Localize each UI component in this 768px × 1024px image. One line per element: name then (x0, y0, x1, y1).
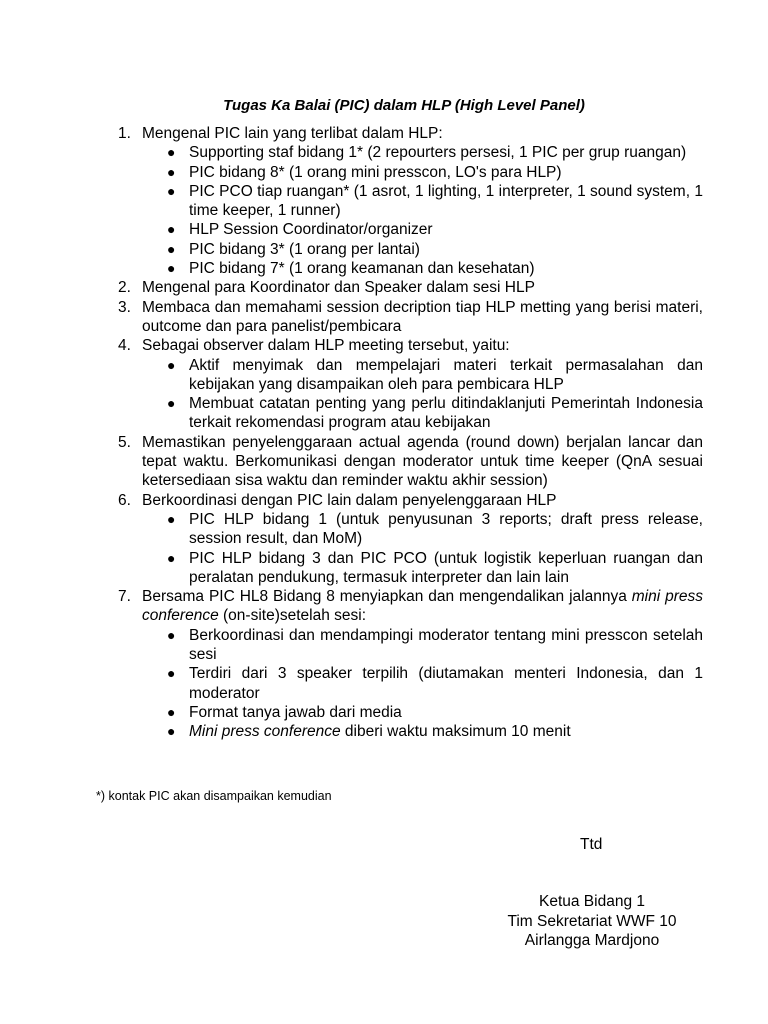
bullet-icon: ● (167, 260, 176, 277)
bullet-icon: ● (167, 549, 176, 566)
sub-item-text: HLP Session Coordinator/organizer (189, 221, 433, 239)
item-number: 3. (118, 298, 131, 316)
list-item (118, 587, 703, 741)
sub-list-item (142, 240, 703, 259)
item-text: Membaca dan memahami session decription tiap HLP metting yang berisi materi, outcome dan para panelist/pembicara (142, 298, 703, 335)
item-text: Bersama PIC HL8 Bidang 8 menyiapkan dan mengendalikan jalannya (142, 588, 632, 606)
sub-list-item (142, 182, 703, 221)
bullet-icon: ● (167, 356, 176, 373)
task-list (118, 124, 703, 742)
sub-item-text: PIC bidang 7* (1 orang keamanan dan kesehatan) (189, 260, 535, 278)
sub-list-item (142, 143, 703, 162)
item-text: Berkoordinasi dengan PIC lain dalam penyelenggaraan HLP (142, 491, 557, 509)
item-text: Mengenal para Koordinator dan Speaker dalam sesi HLP (142, 279, 535, 297)
footnote: *) kontak PIC akan disampaikan kemudian (96, 789, 332, 803)
bullet-icon: ● (167, 182, 176, 199)
bullet-icon: ● (167, 395, 176, 412)
sub-list-item (142, 220, 703, 239)
sub-list-item (142, 259, 703, 278)
bullet-icon: ● (167, 240, 176, 257)
sub-item-text: PIC HLP bidang 3 dan PIC PCO (untuk logistik keperluan ruangan dan peralatan pendukung, termasuk interpreter dan lain lain (189, 549, 703, 586)
signature-block (492, 892, 692, 951)
sub-item-text: Supporting staf bidang 1* (2 repourters persesi, 1 PIC per grup ruangan) (189, 144, 687, 162)
list-item (118, 278, 703, 297)
bullet-icon: ● (167, 144, 176, 161)
bullet-icon: ● (167, 626, 176, 643)
sub-list-item (142, 703, 703, 722)
sub-list-item (142, 510, 703, 549)
bullet-icon: ● (167, 510, 176, 527)
sub-item-text: PIC bidang 8* (1 orang mini presscon, LO's para HLP) (189, 163, 562, 181)
item-number: 6. (118, 491, 131, 509)
document-title: Tugas Ka Balai (PIC) dalam HLP (High Level Panel) (223, 97, 585, 114)
bullet-icon: ● (167, 703, 176, 720)
item-number: 5. (118, 433, 131, 451)
sub-list-item (142, 163, 703, 182)
sub-list-item (142, 722, 703, 741)
sub-list-item (142, 664, 703, 703)
sub-list-item (142, 549, 703, 588)
sub-item-text: Aktif menyimak dan mempelajari materi terkait permasalahan dan kebijakan yang disampaikan oleh para pembicara HLP (189, 356, 703, 393)
sub-item-text: diberi waktu maksimum 10 menit (340, 723, 571, 741)
sub-list (142, 626, 703, 742)
item-text: Sebagai observer dalam HLP meeting tersebut, yaitu: (142, 337, 510, 355)
list-item (118, 298, 703, 337)
list-item (118, 336, 703, 432)
list-item (118, 124, 703, 278)
sub-item-text: Terdiri dari 3 speaker terpilih (diutamakan menteri Indonesia, dan 1 moderator (189, 665, 703, 702)
bullet-icon: ● (167, 723, 176, 740)
sub-item-text: Format tanya jawab dari media (189, 703, 402, 721)
sub-list-item (142, 394, 703, 433)
sub-list-item (142, 356, 703, 395)
sub-item-text: PIC HLP bidang 1 (untuk penyusunan 3 reports; draft press release, session result, dan MoM) (189, 510, 703, 548)
signature-org: Tim Sekretariat WWF 10 (507, 912, 677, 930)
sub-list (142, 356, 703, 433)
list-item (118, 433, 703, 491)
list-item (118, 491, 703, 587)
item-number: 1. (118, 125, 131, 142)
sub-list-item (142, 626, 703, 665)
bullet-icon: ● (167, 665, 176, 682)
sub-list (142, 510, 703, 587)
bullet-icon: ● (167, 221, 176, 238)
ttd-label: Ttd (580, 836, 603, 853)
sub-item-text: PIC PCO tiap ruangan* (1 asrot, 1 lighting, 1 interpreter, 1 sound system, 1 time keeper, 1 runner) (189, 182, 703, 220)
sub-item-text-emphasis: Mini press conference (189, 723, 341, 741)
item-number: 4. (118, 337, 131, 355)
item-number: 2. (118, 279, 131, 297)
task-list-container (118, 124, 703, 742)
signature-name: Airlangga Mardjono (524, 932, 660, 949)
item-number: 7. (118, 588, 131, 606)
bullet-icon: ● (167, 163, 176, 180)
item-text-emphasis: mini press conference (142, 588, 703, 625)
item-text: (on-site)setelah sesi: (218, 607, 367, 625)
sub-item-text: PIC bidang 3* (1 orang per lantai) (189, 240, 420, 258)
item-text: Mengenal PIC lain yang terlibat dalam HLP: (142, 125, 443, 142)
signature-role: Ketua Bidang 1 (538, 893, 645, 910)
sub-list (142, 143, 703, 278)
item-text: Memastikan penyelenggaraan actual agenda (round down) berjalan lancar dan tepat waktu. Berkomunikasi dengan moderator untuk time keeper (QnA sesuai ketersediaan sisa waktu dan reminder waktu akhir session) (142, 433, 703, 490)
sub-item-text: Berkoordinasi dan mendampingi moderator tentang mini presscon setelah sesi (189, 626, 703, 664)
sub-item-text: Membuat catatan penting yang perlu ditindaklanjuti Pemerintah Indonesia terkait rekomendasi program atau kebijakan (189, 395, 703, 432)
